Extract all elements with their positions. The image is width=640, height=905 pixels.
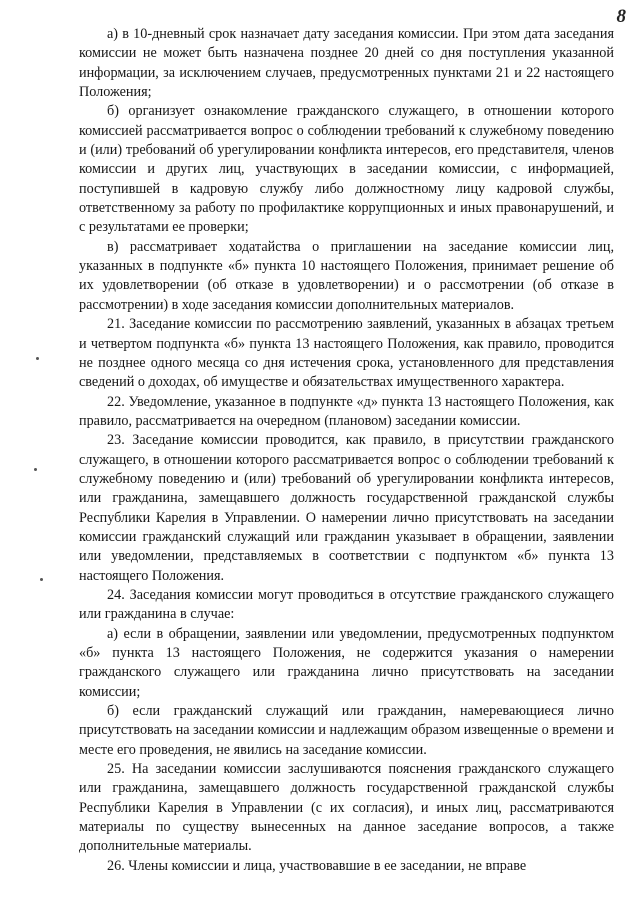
- paragraph-b-familiarization: б) организует ознакомление гражданского служащего, в отношении которого комиссией рассматривается вопрос о соблюдении требований к служебному поведению и (или) требований об урегулировании конфликта интересов, его представителя, членов комиссии и других лиц, участвующих в заседании комиссии, с информацией, поступившей в кадровую службу либо должностному лицу кадровой службы, ответственному за работу по профилактике коррупционных и иных правонарушений, и с результатами ее проверки;: [79, 103, 614, 236]
- paragraph-21: 21. Заседание комиссии по рассмотрению заявлений, указанных в абзацах третьем и четвертом подпункта «б» пункта 13 настоящего Положения, как правило, проводится не позднее одного месяца со дня истечения срока, установленного для представления сведений о доходах, об имуществе и обязательствах имущественного характера.: [79, 316, 614, 391]
- paragraph-26: 26. Члены комиссии и лица, участвовавшие в ее заседании, не вправе: [107, 857, 527, 874]
- paragraph-25: 25. На заседании комиссии заслушиваются пояснения гражданского служащего или гражданина, замещавшего должность государственной гражданской службы Республики Карелия в Управлении (с их согласия), и иных лиц, рассматриваются материалы по существу вынесенных на данное заседание вопросов, а также дополнительные материалы.: [79, 761, 614, 855]
- paragraph-23: 23. Заседание комиссии проводится, как правило, в присутствии гражданского служащего, в отношении которого рассматривается вопрос о соблюдении требований к служебному поведению и (или) требований об урегулировании конфликта интересов, или гражданина, замещавшего должность государственной гражданской службы Республики Карелия в Управлении. О намерении лично присутствовать на заседании комиссии гражданский служащий или гражданин указывает в обращении, заявлении или уведомлении, представляемых в соответствии с подпунктом «б» пункта 13 настоящего Положения.: [79, 432, 614, 584]
- paragraph-24: 24. Заседания комиссии могут проводиться в отсутствие гражданского служащего или гражданина в случае:: [79, 586, 614, 623]
- document-body: [79, 25, 614, 876]
- paragraph-24-a: а) если в обращении, заявлении или уведомлении, предусмотренных подпунктом «б» пункта 13 настоящего Положения, не содержится указания о намерении гражданского служащего или гражданина лично присутствовать на заседании комиссии;: [79, 625, 614, 700]
- margin-mark: [40, 578, 43, 581]
- paragraph-v-petitions: в) рассматривает ходатайства о приглашении на заседание комиссии лиц, указанных в подпункте «б» пункта 10 настоящего Положения, принимает решение об их удовлетворении (об отказе в удовлетворении) и о рассмотрении (об отказе в рассмотрении) в ходе заседания комиссии дополнительных материалов.: [79, 238, 614, 313]
- margin-mark: [34, 468, 37, 471]
- page-number: 8: [616, 6, 626, 27]
- paragraph-a-date: а) в 10-дневный срок назначает дату заседания комиссии. При этом дата заседания комиссии не может быть назначена позднее 20 дней со дня поступления указанной информации, за исключением случаев, предусмотренных пунктами 21 и 22 настоящего Положения;: [79, 26, 614, 101]
- margin-mark: [36, 357, 39, 360]
- paragraph-24-b: б) если гражданский служащий или гражданин, намеревающиеся лично присутствовать на заседании комиссии и надлежащим образом извещенные о времени и месте его проведения, не явились на заседание комиссии.: [79, 703, 614, 758]
- paragraph-22: 22. Уведомление, указанное в подпункте «д» пункта 13 настоящего Положения, как правило, рассматривается на очередном (плановом) заседании комиссии.: [79, 393, 614, 429]
